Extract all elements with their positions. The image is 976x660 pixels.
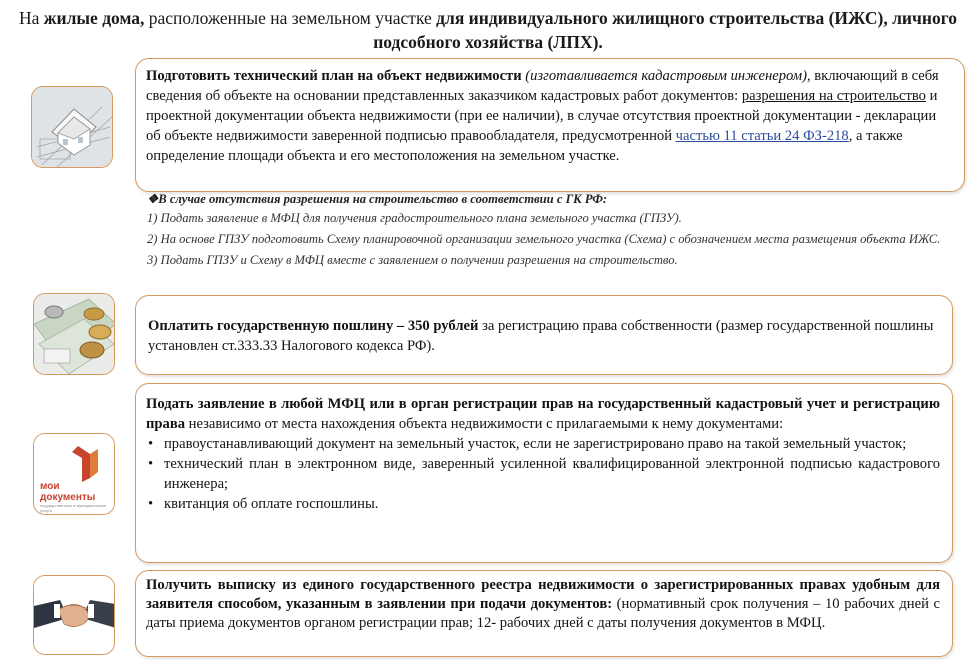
title-part: расположенные на земельном участке: [144, 8, 437, 28]
step-get-extract-text: [146, 576, 940, 633]
step-text: , включающий в себя сведения об объекте на основании представленных заказчиком кадастровых работ документов:: [146, 68, 939, 104]
house-icon: [32, 87, 113, 168]
law-article-link[interactable]: частью 11 статьи 24 ФЗ-218: [675, 128, 849, 144]
required-documents-list: [146, 434, 940, 514]
page-title: [10, 6, 966, 54]
logo-text-line1: мои: [40, 481, 60, 492]
step-text: (нормативный срок получения – 10 рабочих дней с даты приема документов органом регистрации прав; 12- рабочих дней с даты получения документов в МФЦ.: [146, 596, 940, 631]
step-text: и проектной документации объекта недвижимости (при ее наличии), в случае отсутствия проектной документации - декларации об объекте недвижимости заверенной подписью правообладателя, предусмотренной: [146, 88, 938, 144]
step-text: , а также определение площади объекта и его местоположения на земельном участке.: [146, 128, 903, 164]
notes-heading: ❖В случае отсутствия разрешения на строительство в соответствии с ГК РФ:: [147, 192, 608, 206]
title-bold-part: для индивидуального жилищного строительства (ИЖС), личного подсобного хозяйства (ЛПХ).: [373, 8, 957, 52]
step-title: Подготовить технический план на объект недвижимости: [146, 68, 522, 84]
house-blueprint-image: [31, 86, 113, 168]
step-submit-application: [135, 383, 953, 563]
no-permit-notes: [147, 191, 947, 273]
step-title: Получить выписку из единого государственного реестра недвижимости о зарегистрированных правах удобным для заявителя способом, указанным в заявлении при подачи документов:: [146, 577, 940, 612]
note-item: 2) На основе ГПЗУ подготовить Схему планировочной организации земельного участка (Схема) с обозначением места размещения объекта ИЖС.: [147, 232, 941, 246]
list-item: • квитанция об оплате госпошлины.: [146, 494, 940, 514]
note-item: 3) Подать ГПЗУ и Схему в МФЦ вместе с заявлением о получении разрешения на строительство.: [147, 253, 678, 267]
step-state-fee: [135, 295, 953, 375]
note-item: 1) Подать заявление в МФЦ для получения градостроительного плана земельного участка (ГПЗУ).: [147, 211, 682, 225]
step-note: (изготавливается кадастровым инженером): [521, 68, 807, 84]
step-technical-plan-text: [146, 66, 952, 166]
step-title: Оплатить государственную пошлину – 350 рублей: [148, 318, 479, 334]
step-text: независимо от места нахождения объекта недвижимости с прилагаемыми к нему документами:: [185, 416, 784, 432]
list-item: • технический план в электронном виде, заверенный усиленной квалифицированной электронной подписью кадастрового инженера;: [146, 454, 940, 494]
step-technical-plan: [135, 58, 965, 192]
step-title: Подать заявление в любой МФЦ или в орган регистрации прав на государственный кадастровый учет и регистрацию права: [146, 396, 940, 432]
step-submit-application-text: [146, 394, 940, 434]
logo-text-line2: документы: [40, 492, 96, 503]
step-get-extract: [135, 570, 953, 657]
title-bold-part: жилые дома,: [43, 8, 145, 28]
handshake-image: [33, 575, 115, 655]
logo-text-line3: государственные и муниципальные услуги: [40, 503, 107, 513]
handshake-icon: [34, 576, 115, 655]
coins-icon: [34, 294, 115, 375]
money-coins-image: [33, 293, 115, 375]
my-documents-logo: [33, 433, 115, 515]
step-state-fee-text: [148, 316, 940, 356]
step-text: за регистрацию права собственности (размер государственной пошлины установлен ст.333.33 Налогового кодекса РФ).: [148, 318, 934, 354]
list-item: • правоустанавливающий документ на земельный участок, если не зарегистрировано право на такой земельный участок;: [146, 434, 940, 454]
building-permit-link[interactable]: разрешения на строительство: [741, 88, 926, 104]
title-part: На: [19, 8, 44, 28]
